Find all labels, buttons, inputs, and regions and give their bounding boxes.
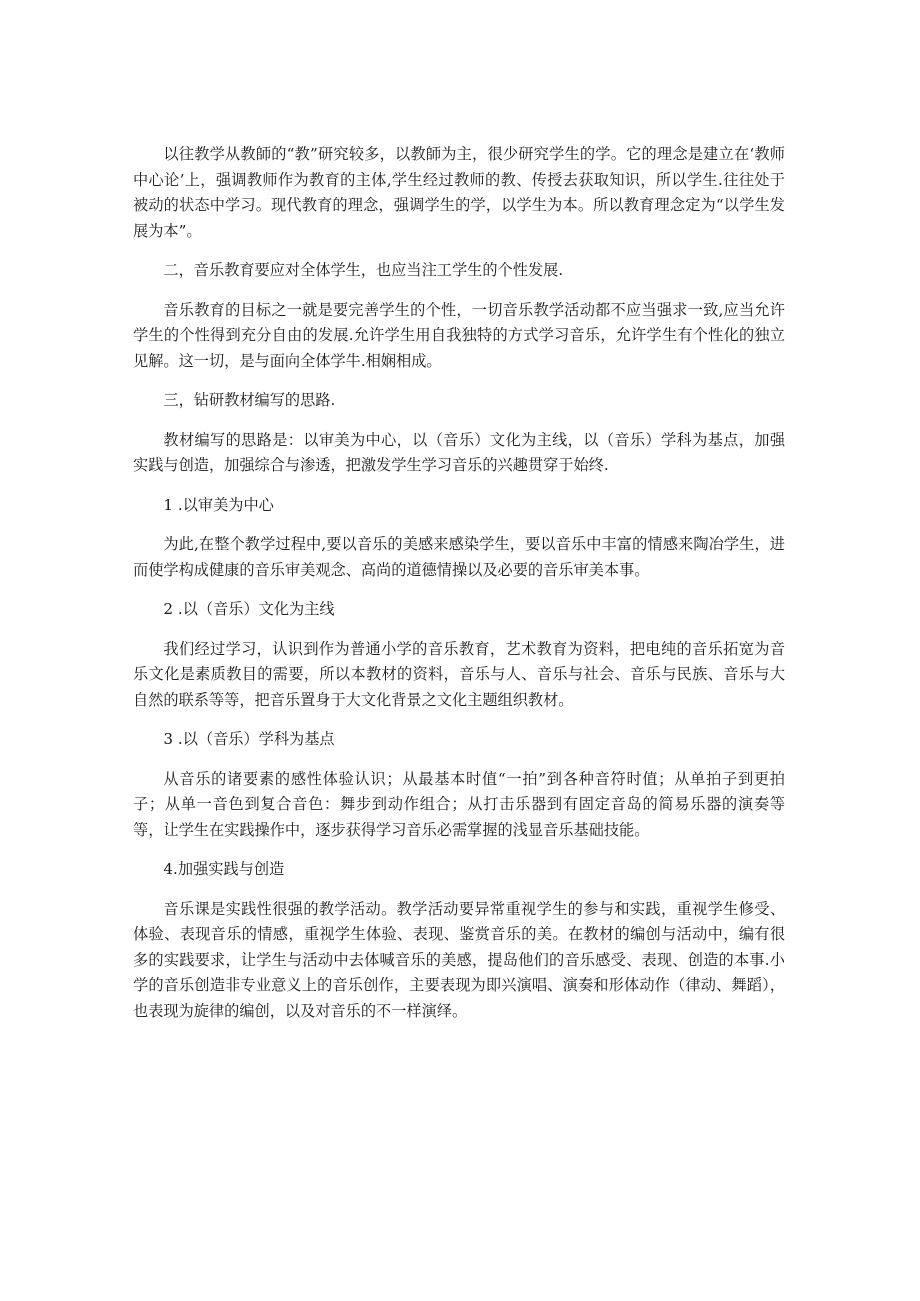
paragraph-aesthetics: 为此,在整个教学过程中,要以音乐的美感来感染学生，要以音乐中丰富的情感来陶冶学生，进而使学构成健康的音乐审美观念、高尚的道德情操以及必要的音乐审美本事。 [133,535,785,579]
paragraph-intro: 以往教学从教師的“教”研究较多，以教師为主，很少研究学生的学。它的理念是建立在‘教师中心论’上，强调教师作为教育的主体,学生经过教师的教、传授去获取知识，所以学生.往往处于被动的状态中学习。现代教育的理念，强调学生的学，以学生为本。所以教育理念定为“以学生发展为本”。 [133,145,785,240]
paragraph-textbook-approach: 教材编写的思路是：以审美为中心，以（音乐）文化为主线，以（音乐）学科为基点，加强实践与创造，加强综合与渗透，把激发学生学习音乐的兴趣贯穿于始终. [133,430,785,474]
paragraph-practice: 音乐课是实践性很强的教学活动。教学活动要异常重视学生的参与和实践，重视学生修受、体验、表现音乐的情感，重视学生体验、表现、鉴赏音乐的美。在教材的编创与活动中，编有很多的实践要求，让学生与活动中去体喊音乐的美感，提岛他们的音乐感受、表现、创造的本事.小学的音乐创造非专业意义上的音乐创作，主要表现为即兴演唱、演奏和形体动作（律动、舞蹈），也表现为旋律的编创，以及对音乐的不一样演绎。 [133,899,785,1020]
section-heading-3: 三，钻研教材编写的思路. [163,391,336,409]
subheading-practice: 4.加强实践与创造 [163,860,285,878]
paragraph-culture: 我们经过学习，认识到作为普通小学的音乐教育，艺术教育为资料，把电纯的音乐拓宽为音乐文化是素质教目的需要，所以本教材的资料，音乐与人、音乐与社会、音乐与民族、音乐与大自然的联系等等，把音乐置身于大文化背景之文化主题组织教材。 [133,639,785,709]
subheading-discipline: 3 .以（音乐）学科为基点 [163,730,335,748]
paragraph-discipline: 从音乐的诸要素的感性体验认识；从最基本时值“一拍”到各种音符时值；从单拍子到更拍子；从单一音色到复合音色：舞步到动作组合；从打击乐器到有固定音岛的简易乐器的演奏等等，让学生在实践操作中，逐步获得学习音乐必需掌握的浅显音乐基础技能。 [133,769,785,839]
paragraph-individuality: 音乐教育的目标之一就是要完善学生的个性，一切音乐教学活动都不应当强求一致,应当允许学生的个性得到充分自由的发展.允许学生用自我独特的方式学习音乐，允许学生有个性化的独立见解。这一切，是与面向全体学牛.相娴相成。 [133,300,785,370]
section-heading-2: 二，音乐教育要应对全体学生，也应当注工学生的个性发展. [163,261,564,279]
subheading-aesthetics: 1 .以审美为中心 [163,495,274,514]
document-body [133,142,785,1024]
subheading-culture: 2 .以（音乐）文化为主线 [163,600,335,618]
